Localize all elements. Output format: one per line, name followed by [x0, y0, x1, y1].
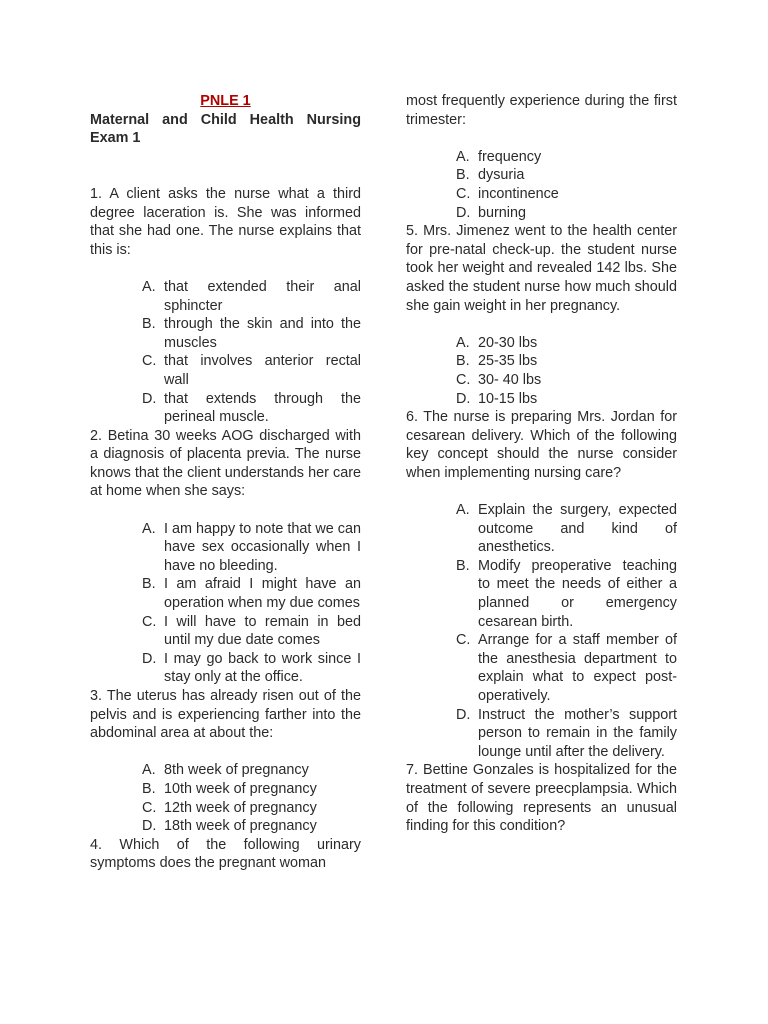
question-1-option-c: [142, 352, 361, 389]
question-3-option-c: [142, 799, 361, 818]
spacer: [90, 259, 361, 278]
option-letter: C.: [456, 185, 471, 202]
option-text: 18th week of pregnancy: [164, 818, 317, 835]
option-letter: D.: [142, 818, 157, 835]
question-2-option-a: [142, 520, 361, 576]
option-text: 12th week of pregnancy: [164, 799, 317, 816]
option-letter: A.: [456, 148, 470, 165]
question-1-options: [90, 278, 361, 427]
question-4-option-a: [456, 148, 677, 167]
question-2-options: [90, 520, 361, 687]
question-4-options: [406, 148, 677, 222]
option-letter: B.: [456, 557, 470, 574]
question-1-text: 1. A client asks the nurse what a third degree laceration is. She was informed that she had one. The nurse explains that this is:: [90, 185, 361, 258]
question-6-option-b: [456, 557, 677, 631]
option-text: Explain the surgery, expected outcome and kind of anesthetics.: [478, 502, 677, 556]
option-text: Arrange for a staff member of the anesthesia department to explain what to expect post-operatively.: [478, 632, 677, 704]
option-text: 30- 40 lbs: [478, 371, 542, 388]
option-text: I may go back to work since I stay only at the office.: [164, 650, 361, 686]
question-7-text: 7. Bettine Gonzales is hospitalized for the treatment of severe preecplampsia. Which of the following represents an unusual finding for this condition?: [406, 762, 677, 835]
option-text: Modify preoperative teaching to meet the needs of either a planned or emergency cesarean birth.: [478, 557, 677, 630]
option-letter: D.: [456, 706, 471, 723]
document-title: PNLE 1: [200, 93, 251, 109]
option-letter: C.: [456, 371, 471, 388]
question-4-text-continued: most frequently experience during the first trimester:: [406, 93, 677, 128]
question-4-option-b: [456, 166, 677, 185]
option-text: I am afraid I might have an operation when my due comes: [164, 576, 361, 612]
option-letter: B.: [142, 780, 156, 797]
left-column: [90, 92, 361, 873]
option-text: Instruct the mother’s support person to remain in the family lounge until after the delivery.: [478, 706, 677, 760]
option-letter: D.: [456, 390, 471, 407]
option-letter: A.: [142, 520, 156, 537]
question-6-option-a: [456, 501, 677, 557]
option-text: 8th week of pregnancy: [164, 762, 309, 779]
option-letter: A.: [456, 334, 470, 351]
question-5-option-d: [456, 390, 677, 409]
option-text: I am happy to note that we can have sex occasionally when I have no bleeding.: [164, 520, 361, 574]
option-letter: C.: [142, 353, 157, 370]
option-letter: B.: [456, 353, 470, 370]
question-1-option-a: [142, 278, 361, 315]
option-letter: C.: [142, 799, 157, 816]
option-text: through the skin and into the muscles: [164, 316, 361, 351]
question-5-option-a: [456, 334, 677, 353]
option-letter: C.: [142, 613, 157, 630]
spacer: [90, 501, 361, 520]
option-text: 25-35 lbs: [478, 353, 538, 370]
option-letter: A.: [142, 762, 156, 779]
option-text: frequency: [478, 148, 542, 165]
question-5-options: [406, 334, 677, 408]
option-text: burning: [478, 204, 527, 221]
question-4-text-start: 4. Which of the following urinary symptoms does the pregnant woman: [90, 836, 361, 872]
option-letter: B.: [142, 316, 156, 333]
spacer: [406, 482, 677, 501]
question-6-option-d: [456, 706, 677, 762]
question-4-option-d: [456, 204, 677, 223]
option-text: 20-30 lbs: [478, 334, 538, 351]
option-letter: B.: [142, 576, 156, 593]
option-text: that involves anterior rectal wall: [164, 353, 361, 388]
question-1-option-d: [142, 390, 361, 427]
option-text: incontinence: [478, 185, 559, 202]
option-text: that extends through the perineal muscle.: [164, 390, 361, 426]
question-2-option-c: [142, 613, 361, 650]
option-text: 10-15 lbs: [478, 390, 538, 407]
question-3-text: 3. The uterus has already risen out of the pelvis and is experiencing farther into the abdominal area at about the:: [90, 688, 361, 742]
question-2-option-d: [142, 650, 361, 687]
right-column: [406, 92, 677, 836]
question-4-option-c: [456, 185, 677, 204]
option-letter: D.: [142, 650, 157, 667]
question-3-options: [90, 761, 361, 835]
question-6-options: [406, 501, 677, 761]
option-letter: A.: [142, 278, 156, 295]
question-6-option-c: [456, 631, 677, 705]
spacer: [90, 743, 361, 762]
question-1-option-b: [142, 315, 361, 352]
question-5-text: 5. Mrs. Jimenez went to the health center for pre-natal check-up. the student nurse took her weight and revealed 142 lbs. She asked the student nurse how much should she gain weight in her pregnancy.: [406, 223, 677, 314]
question-3-option-d: [142, 817, 361, 836]
question-3-option-b: [142, 780, 361, 799]
option-text: dysuria: [478, 167, 525, 184]
option-text: 10th week of pregnancy: [164, 780, 317, 797]
question-5-option-b: [456, 352, 677, 371]
spacer: [90, 166, 361, 185]
option-letter: A.: [456, 502, 470, 519]
question-6-text: 6. The nurse is preparing Mrs. Jordan for cesarean delivery. Which of the following key concept should the nurse consider when implementing nursing care?: [406, 409, 677, 481]
option-letter: D.: [142, 390, 157, 407]
option-letter: D.: [456, 204, 471, 221]
question-5-option-c: [456, 371, 677, 390]
spacer: [90, 148, 361, 167]
option-text: that extended their anal sphincter: [164, 278, 361, 314]
document-subtitle: Maternal and Child Health Nursing Exam 1: [90, 111, 361, 147]
question-2-option-b: [142, 575, 361, 612]
question-3-option-a: [142, 761, 361, 780]
option-letter: C.: [456, 632, 471, 649]
question-2-text: 2. Betina 30 weeks AOG discharged with a diagnosis of placenta previa. The nurse knows that the client understands her care at home when she says:: [90, 427, 361, 500]
spacer: [406, 129, 677, 148]
option-letter: B.: [456, 167, 470, 184]
spacer: [406, 315, 677, 334]
option-text: I will have to remain in bed until my due date comes: [164, 613, 361, 649]
